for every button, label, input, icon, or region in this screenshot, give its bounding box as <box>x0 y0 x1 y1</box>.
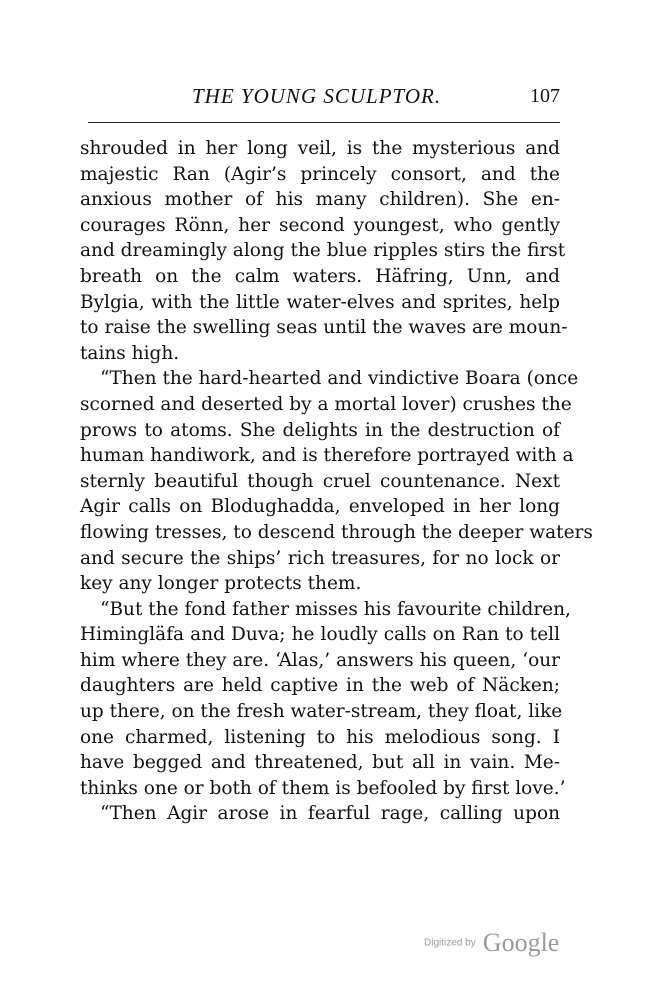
text-line: “But the fond father misses his favourite children, <box>100 598 571 620</box>
text-line: and dreamingly along the blue ripples stirs the first <box>80 240 566 262</box>
text-line: him where they are. ‘Alas,’ answers his queen, ‘our <box>80 649 560 671</box>
text-line: daughters are held captive in the web of Näcken; <box>80 675 560 697</box>
watermark-prefix: Digitized by <box>424 937 476 949</box>
text-line: human handiwork, and is therefore portrayed with a <box>80 445 574 467</box>
header-rule <box>88 122 560 123</box>
text-line: Bylgia, with the little water-elves and sprites, help <box>80 291 560 313</box>
text-line: sternly beautiful though cruel countenance. Next <box>80 470 560 492</box>
text-line: majestic Ran (Agir’s princely consort, and the <box>80 163 560 185</box>
running-title: THE YOUNG SCULPTOR. <box>192 84 442 108</box>
text-line: prows to atoms. She delights in the destruction of <box>80 419 560 441</box>
text-line: breath on the calm waters. Häfring, Unn, and <box>80 265 560 287</box>
text-line: key any longer protects them. <box>80 573 362 595</box>
text-line: Himingläfa and Duva; he loudly calls on Ran to tell <box>80 624 560 646</box>
text-line: to raise the swelling seas until the waves are moun- <box>80 317 568 339</box>
text-line: “Then Agir arose in fearful rage, calling upon <box>100 803 560 825</box>
text-line: anxious mother of his many children). She en- <box>80 189 560 211</box>
google-logo: Google <box>482 928 560 957</box>
text-line: have begged and threatened, but all in vain. Me- <box>80 752 560 774</box>
page-header <box>82 84 562 114</box>
digitized-watermark <box>424 928 559 958</box>
text-line: up there, on the fresh water-stream, they float, like <box>80 701 563 723</box>
text-line: scorned and deserted by a mortal lover) crushes the <box>80 393 572 415</box>
text-line: thinks one or both of them is befooled by first love.’ <box>80 777 566 799</box>
body-text <box>80 136 593 827</box>
page-number: 107 <box>530 85 560 107</box>
text-line: tains high. <box>80 342 180 364</box>
text-line: and secure the ships’ rich treasures, for no lock or <box>80 547 560 569</box>
text-line: flowing tresses, to descend through the deeper waters <box>80 521 593 543</box>
text-line: one charmed, listening to his melodious song. I <box>80 726 560 748</box>
text-line: shrouded in her long veil, is the mysterious and <box>80 138 560 159</box>
text-line: courages Rönn, her second youngest, who gently <box>80 214 560 236</box>
text-line: “Then the hard-hearted and vindictive Boara (once <box>100 368 579 390</box>
text-line: Agir calls on Blodughadda, enveloped in her long <box>80 496 560 518</box>
